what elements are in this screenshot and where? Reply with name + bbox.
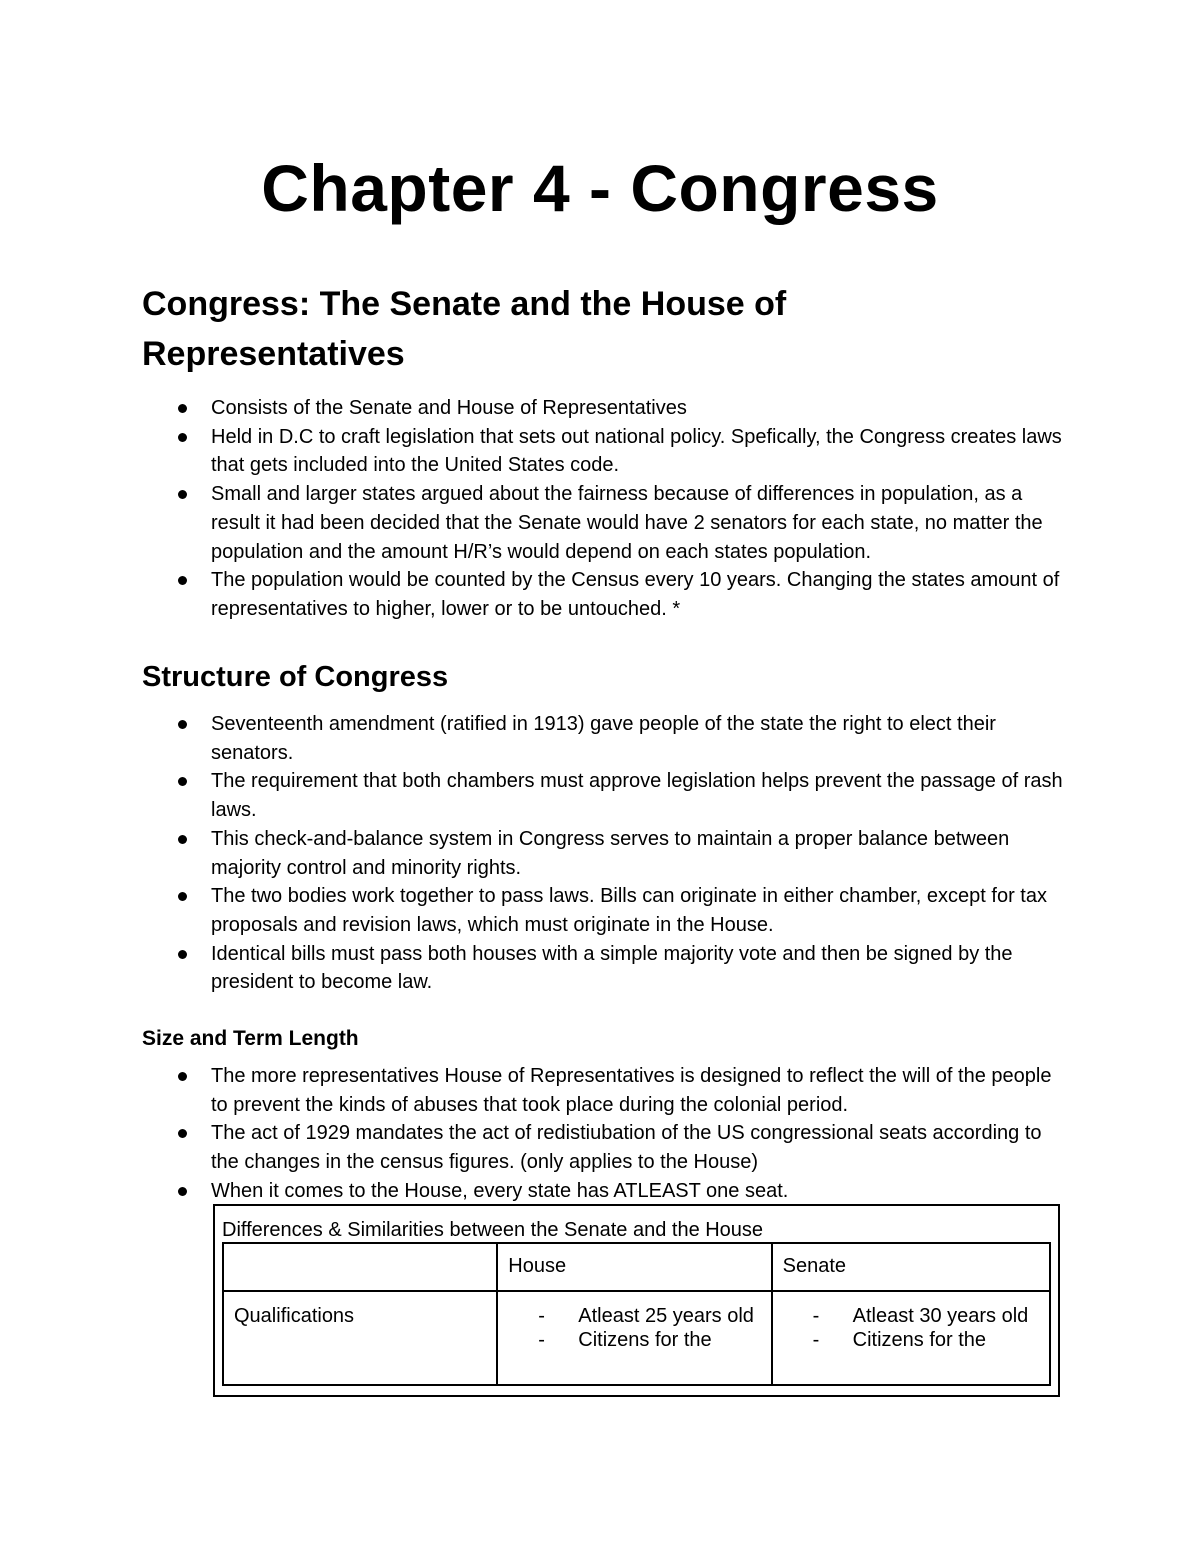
section-heading-structure: Structure of Congress — [142, 661, 449, 693]
bullet-icon — [178, 576, 187, 585]
list-item-text: Identical bills must pass both houses with a simple majority vote and then be signed by the president to become law. — [211, 942, 1013, 994]
list-item-text: The population would be counted by the Census every 10 years. Changing the states amount of representatives to higher, lower or to be untouched. * — [211, 569, 1060, 620]
list-item-text: The act of 1929 mandates the act of redistiubation of the US congressional seats according to the changes in the census figures. (only applies to the House) — [211, 1122, 1042, 1174]
size-term-bullet-list — [142, 1062, 1072, 1206]
dash-item — [783, 1304, 1039, 1328]
dash-marker: - — [812, 1329, 820, 1351]
table-header-cell: Senate — [772, 1243, 1050, 1291]
comparison-table-container — [213, 1204, 1060, 1397]
list-item — [142, 710, 1072, 767]
dash-item — [783, 1328, 1039, 1352]
heading-line: Representatives — [142, 335, 405, 373]
list-item — [142, 1177, 1072, 1206]
section-heading-size-term: Size and Term Length — [142, 1027, 359, 1050]
bullet-icon — [178, 950, 187, 959]
table-header-row — [223, 1243, 1050, 1291]
list-item — [142, 767, 1072, 824]
list-item-text: Held in D.C to craft legislation that sets out national policy. Spefically, the Congress creates laws that gets included into the United States code. — [211, 425, 1062, 477]
list-item-text: When it comes to the House, every state has ATLEAST one seat. — [211, 1179, 789, 1202]
table-header-cell — [223, 1243, 497, 1291]
bullet-icon — [178, 777, 187, 786]
bullet-icon — [178, 892, 187, 901]
page-title: Chapter 4 - Congress — [261, 151, 939, 225]
list-item-text: This check-and-balance system in Congress serves to maintain a proper balance between majority control and minority rights. — [211, 827, 1010, 879]
table-header-cell: House — [497, 1243, 771, 1291]
table-cell-senate — [772, 1291, 1050, 1385]
bullet-icon — [178, 404, 187, 413]
dash-item-text: Citizens for the — [852, 1329, 987, 1351]
table-caption: Differences & Similarities between the Senate and the House — [222, 1219, 764, 1241]
bullet-icon — [178, 490, 187, 499]
list-item — [142, 940, 1072, 997]
dash-item — [508, 1328, 760, 1352]
dash-marker: - — [538, 1305, 545, 1327]
heading-line: Congress: The Senate and the House of — [142, 285, 787, 323]
table-cell-house — [497, 1291, 771, 1385]
list-item — [142, 480, 1072, 566]
bullet-icon — [178, 1129, 187, 1138]
comparison-table — [222, 1242, 1051, 1386]
list-item-text: The requirement that both chambers must approve legislation helps prevent the passage of rash laws. — [211, 770, 1063, 822]
list-item — [142, 566, 1072, 623]
bullet-icon — [178, 1072, 187, 1081]
table-row — [223, 1291, 1050, 1385]
dash-item-text: Atleast 25 years old — [578, 1305, 754, 1327]
list-item — [142, 394, 1072, 423]
list-item — [142, 882, 1072, 939]
dash-item-text: Citizens for the — [578, 1329, 712, 1351]
list-item-text: The more representatives House of Representatives is designed to reflect the will of the people to prevent the kinds of abuses that took place during the colonial period. — [211, 1065, 1052, 1116]
bullet-icon — [178, 1187, 187, 1196]
list-item-text: The two bodies work together to pass laws. Bills can originate in either chamber, except for tax proposals and revision laws, which must originate in the House. — [211, 885, 1047, 936]
dash-marker: - — [812, 1305, 820, 1327]
dash-item — [508, 1304, 760, 1328]
list-item — [142, 1119, 1072, 1176]
list-item-text: Small and larger states argued about the fairness because of differences in population, as a result it had been decided that the Senate would have 2 senators for each state, no matter the population and the amount H/R’s would depend on each states population. — [211, 483, 1043, 563]
list-item — [142, 825, 1072, 882]
structure-bullet-list — [142, 710, 1072, 997]
section-heading-congress — [142, 279, 1042, 379]
dash-item-text: Atleast 30 years old — [852, 1305, 1029, 1327]
congress-bullet-list — [142, 394, 1072, 624]
list-item-text: Consists of the Senate and House of Representatives — [211, 397, 687, 419]
table-row-label: Qualifications — [223, 1291, 497, 1385]
dash-marker: - — [538, 1329, 545, 1351]
list-item — [142, 423, 1072, 480]
bullet-icon — [178, 835, 187, 844]
list-item-text: Seventeenth amendment (ratified in 1913) gave people of the state the right to elect their senators. — [211, 713, 996, 764]
bullet-icon — [178, 433, 187, 442]
bullet-icon — [178, 720, 187, 729]
list-item — [142, 1062, 1072, 1119]
